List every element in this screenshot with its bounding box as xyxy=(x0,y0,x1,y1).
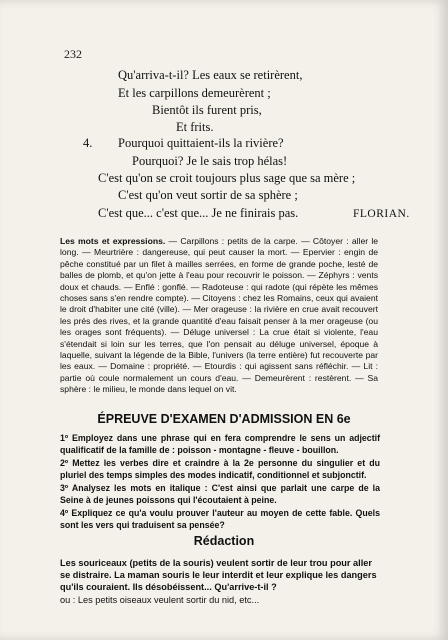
poem-line: C'est qu'on se croit toujours plus sage que sa mère ; xyxy=(98,171,356,185)
redaction-title: Rédaction xyxy=(193,534,255,548)
redaction-text: Les souriceaux (petits de la souris) veulent sortir de leur trou pour aller se distraire. La maman souris le leur interdit et leur explique les dangers qu'ils couraient. Ils désobéissent... Qu'arrive-t-il ? xyxy=(60,558,377,593)
redaction-alternative: ou : Les petits oiseaux veulent sortir du nid, etc... xyxy=(60,594,260,605)
exam-item: 3º Analysez les mots en italique : C'est ainsi que parlait une carpe de la Seine à de jeunes poissons qui l'écoutaient à peine. xyxy=(60,483,380,505)
glossary-entry: Epervier : engin de pêche constitué par un filet à mailles serrées, en forme de grande poche, lesté de balles de plomb, et qu'on jette à l'eau pour recouvrir le poisson. xyxy=(60,247,379,281)
glossary-entry: Demeurèrent : restèrent. xyxy=(254,372,352,383)
glossary-entry: Sa sphère : le milieu, le monde dans lequel on vit. xyxy=(60,372,379,395)
exam-item: 1º Employez dans une phrase qui en fera comprendre le sens un adjectif qualificatif de la famille de : poisson - montagne - fleuve - bouillon. xyxy=(60,433,380,455)
glossary-entry: Zéphyrs : vents doux et chauds. xyxy=(60,270,378,292)
glossary-entry: Déluge universel : La crue était si violente, l'eau s'étendait si loin sur les terres, que l'on pensait au déluge universel, époque à laquelle, suivant la légende de la Bible, l'univers (la terre entière) fut recouverte par les eaux. xyxy=(60,327,378,372)
stanza-number: 4. xyxy=(83,136,93,150)
glossary-entry: Citoyens : chez les Romains, ceux qui avaient le droit d'habiter une cité (ville). xyxy=(60,293,378,315)
exam-item: 4º Expliquez ce qu'a voulu prouver l'auteur au moyen de cette fable. Quels sont les vers qui traduisent sa pensée? xyxy=(60,508,380,530)
poem-line: Et frits. xyxy=(176,120,214,134)
glossary-entry: Radoteuse : qui radote (qui répète les mêmes choses sans s'en rendre compte). xyxy=(60,281,379,304)
poem-line: Qu'arriva-t-il? Les eaux se retirèrent, xyxy=(118,68,303,82)
poem-line: C'est qu'on veut sortir de sa sphère ; xyxy=(118,188,298,202)
redaction-block xyxy=(60,557,380,606)
glossary-entry: Côtoyer : aller le long. xyxy=(60,236,379,258)
glossary-entry: Etourdis : qui agissent sans réfléchir. xyxy=(204,361,349,372)
glossary-entry: Carpillons : petits de la carpe. xyxy=(180,236,298,246)
glossary: Les mots et expressions. — Carpillons : petits de la carpe. — Côtoyer : aller le long. — Meurtrière : dangereuse, qui peut causer la mort. — Epervier : engin de pêche constitué par un filet à mailles serrées, en forme de grande poche, lesté de balles de plomb, et qu'on jette à l'eau pour recouvrir le poisson. — Zéphyrs : vents doux et chauds. — Enflé : gonflé. — Radoteuse : qui radote (qui répète les mêmes choses sans s'en rendre compte). — Citoyens : chez les Romains, ceux qui avaient le droit d'habiter une cité (ville). — Mer orageuse : la rivière en crue avait recouvert les prés des rives, et la grande quantité d'eau faisait penser à la mer orageuse (ou les orages sont fréquents). — Déluge universel : La crue était si violente, l'eau s'étendait si loin sur les terres, que l'on pensait au déluge universel, époque à laquelle, suivant la légende de la Bible, l'univers (la terre entière) fut recouverte par les eaux. — Domaine : propriété. — Etourdis : qui agissent sans réfléchir. — Lit : partie où coule normalement un cours d'eau. — Demeurèrent : restèrent. — Sa sphère : le milieu, le monde dans lequel on vit. xyxy=(60,236,379,395)
glossary-entry: Mer orageuse : la rivière en crue avait recouvert les prés des rives, et la grande quantité d'eau faisait penser à la mer orageuse (ou les orages sont fréquents). xyxy=(60,304,379,338)
glossary-entry: Meurtrière : dangereuse, qui peut causer la mort. xyxy=(94,247,288,258)
glossary-entry: Domaine : propriété. xyxy=(110,361,190,372)
page-number: 232 xyxy=(64,47,82,61)
exam-title: ÉPREUVE D'EXAMEN D'ADMISSION EN 6e xyxy=(97,412,351,426)
exam-item: 2º Mettez les verbes dire et craindre à la 2e personne du singulier et du pluriel des temps simples des modes indicatif, conditionnel et subjonctif. xyxy=(60,458,380,480)
glossary-heading: Les mots et expressions. xyxy=(60,236,166,246)
poem-line: Pourquoi? Je le sais trop hélas! xyxy=(132,154,288,168)
poem-line: Pourquoi quittaient-ils la rivière? xyxy=(118,136,284,150)
poem-line: C'est que... c'est que... Je ne finirais pas. xyxy=(98,206,299,220)
glossary-entry: Lit : partie où coule normalement un cours d'eau. xyxy=(60,361,379,383)
poem-line: Bientôt ils furent pris, xyxy=(152,103,262,117)
author: FLORIAN. xyxy=(353,208,410,220)
poem-line: Et les carpillons demeurèrent ; xyxy=(118,86,271,100)
glossary-entry: Enflé : gonflé. xyxy=(135,281,189,292)
